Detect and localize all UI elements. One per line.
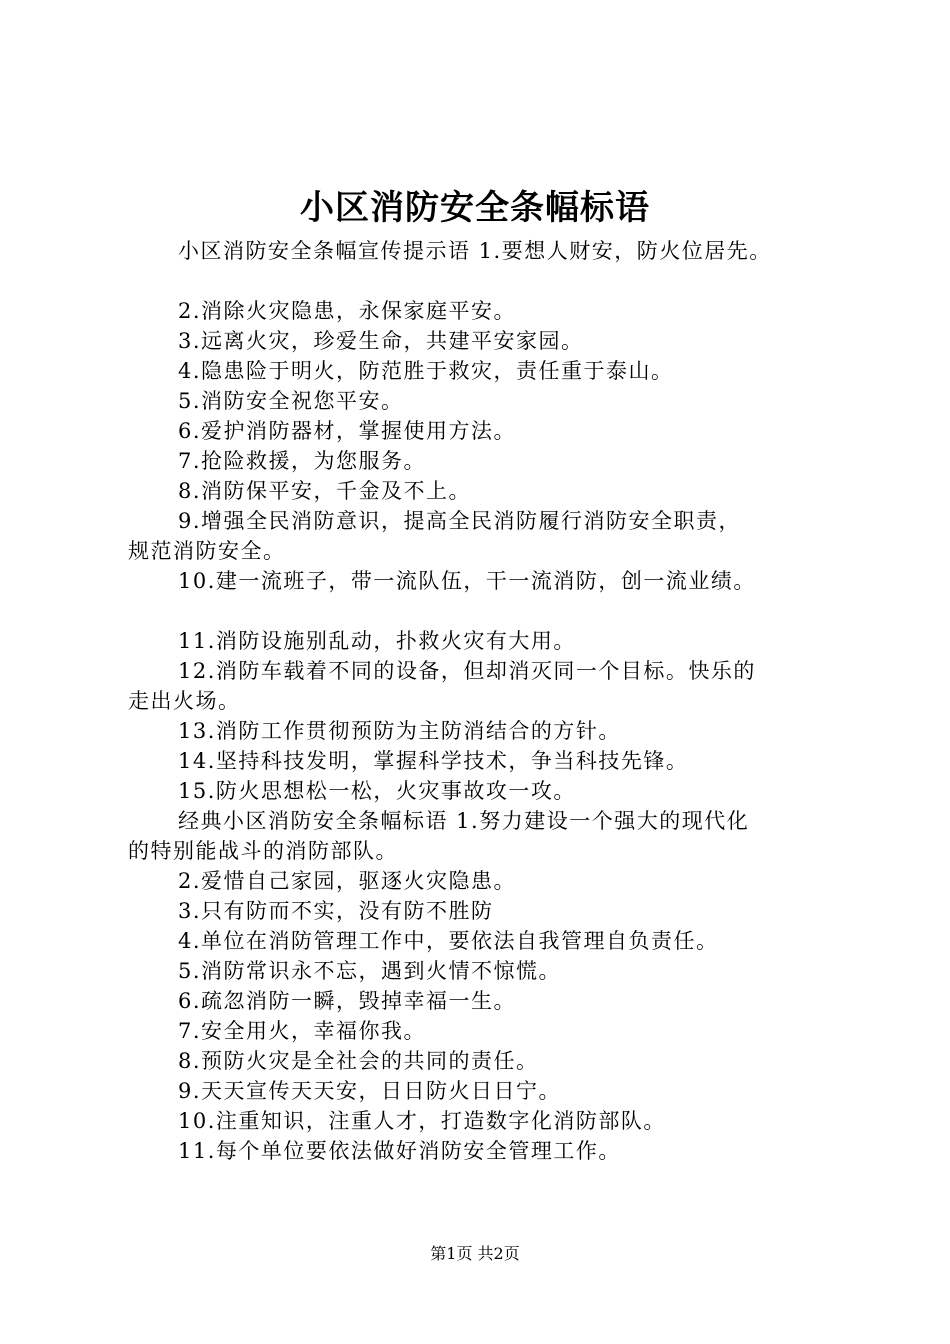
text-line: 8.消防保平安，千金及不上。 xyxy=(178,479,472,503)
text-line: 9.增强全民消防意识，提高全民消防履行消防安全职责， xyxy=(178,509,742,533)
text-line: 6.疏忽消防一瞬，毁掉幸福一生。 xyxy=(178,989,517,1013)
text-line: 走出火场。 xyxy=(128,689,241,713)
page-number-footer: 第1页 共2页 xyxy=(430,1244,520,1263)
text-line: 3.只有防而不实，没有防不胜防 xyxy=(178,899,494,923)
document-body xyxy=(128,236,848,1166)
text-line: 3.远离火灾，珍爱生命，共建平安家园。 xyxy=(178,329,584,353)
text-line: 7.安全用火，幸福你我。 xyxy=(178,1019,427,1043)
text-line: 15.防火思想松一松，火灾事故攻一攻。 xyxy=(178,779,576,803)
text-line: 13.消防工作贯彻预防为主防消结合的方针。 xyxy=(178,719,621,743)
text-line: 6.爱护消防器材，掌握使用方法。 xyxy=(178,419,517,443)
text-line: 10.注重知识，注重人才，打造数字化消防部队。 xyxy=(178,1109,666,1133)
text-line: 8.预防火灾是全社会的共同的责任。 xyxy=(178,1049,539,1073)
text-line: 2.消除火灾隐患，永保家庭平安。 xyxy=(178,299,517,323)
text-line: 12.消防车载着不同的设备，但却消灭同一个目标。快乐的 xyxy=(178,659,756,683)
text-line: 11.每个单位要依法做好消防安全管理工作。 xyxy=(178,1139,621,1163)
text-line: 规范消防安全。 xyxy=(128,539,286,563)
text-line: 11.消防设施别乱动，扑救火灾有大用。 xyxy=(178,629,576,653)
text-line: 经典小区消防安全条幅标语 1.努力建设一个强大的现代化 xyxy=(178,809,750,833)
text-line: 4.单位在消防管理工作中，要依法自我管理自负责任。 xyxy=(178,929,719,953)
paragraph-gap xyxy=(128,596,848,626)
text-line: 5.消防常识永不忘，遇到火情不惊慌。 xyxy=(178,959,562,983)
text-line: 14.坚持科技发明，掌握科学技术，争当科技先锋。 xyxy=(178,749,689,773)
text-line: 的特别能战斗的消防部队。 xyxy=(128,839,398,863)
text-line: 小区消防安全条幅宣传提示语 1.要想人财安，防火位居先。 xyxy=(178,239,772,263)
text-line: 9.天天宣传天天安，日日防火日日宁。 xyxy=(178,1079,562,1103)
text-line: 4.隐患险于明火，防范胜于救灾，责任重于泰山。 xyxy=(178,359,674,383)
text-line: 7.抢险救援，为您服务。 xyxy=(178,449,427,473)
paragraph-gap xyxy=(128,266,848,296)
text-line: 2.爱惜自己家园，驱逐火灾隐患。 xyxy=(178,869,517,893)
text-line: 5.消防安全祝您平安。 xyxy=(178,389,404,413)
page-title: 小区消防安全条幅标语 xyxy=(300,188,650,228)
text-line: 10.建一流班子，带一流队伍，干一流消防，创一流业绩。 xyxy=(178,569,756,593)
